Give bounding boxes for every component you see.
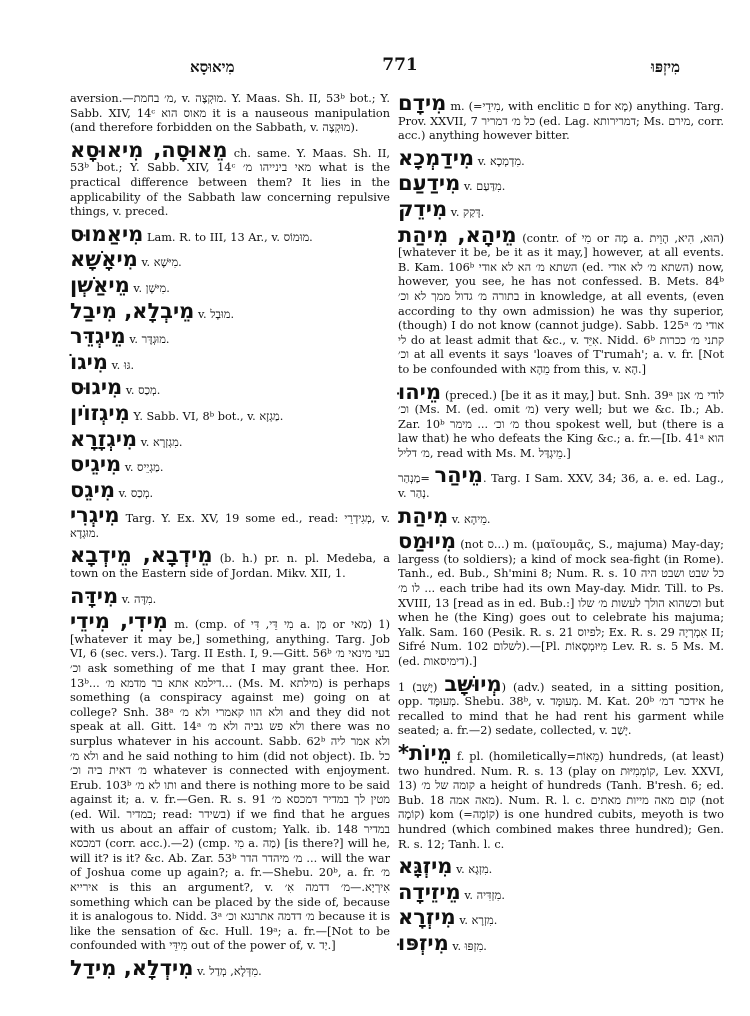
entry-headword: מֵיהוּ	[398, 379, 442, 404]
entry-headword: מִידַמְכָא	[398, 145, 475, 170]
entry-text: v. מִזְרָא.	[459, 914, 498, 928]
dictionary-entry	[70, 479, 390, 502]
dictionary-entry	[398, 147, 724, 170]
dictionary-entry	[70, 544, 390, 581]
dictionary-entry	[398, 172, 724, 195]
entry-headword: מֵיהָא, מִיהַת	[398, 222, 517, 247]
dictionary-entry	[398, 881, 724, 904]
entry-text: v. מְכַס.	[118, 486, 154, 500]
page-number: 771	[382, 55, 418, 75]
entry-text: v. דָּקַק.	[450, 205, 485, 219]
entry-text: v. מוּגְדֶּר.	[129, 333, 170, 347]
dictionary-entry	[70, 585, 390, 608]
entry-headword: מִיאָשָׁא	[70, 247, 138, 272]
page-header	[60, 55, 720, 80]
dictionary-entry	[70, 376, 390, 399]
entry-text: v. מִזְדִּיה.	[464, 888, 505, 902]
entry-headword: מִיגְזוֹין	[70, 400, 130, 425]
entry-text: m. (cmp. of מִי דֵּי, דִּי a. מַן or מַאי) 1) [whatever it may be,] something, anything. Targ. Job VI, 6 (sec. vers.). Targ. II Esth. I, 9.—Gitt. 56ᵇ בעי מינאי מ׳ וכ׳ ask something of me that I may grant thee. Hor. 13ᵇ... דילמא אתא בר מדמא מ׳... (Ms. M. מילתא) is perhaps something (a conspiracy against me) going on at college? Snh. 38ᵃ ולא הוו קאמרי ולא מ׳ and they did not speak at all. Gitt. 14ᵃ ולא פש גביה ולא מ׳ there was no surplus whatever in his account. Sabb. 62ᵇ ולא אמר ליה ולא מ׳ and he said nothing to him (did not object). Ib. כל מ׳ דאית ביה וכ׳ whatever is connected with enjoyment. Erub. 103ᵇ ותו לא מ׳ and there is nothing more to be said against it; a. v. fr.—Gen. R. s. 91 מטין לך במדיר דמכסא מ׳ (ed. Wil. במדיר; read: בשידר) if we find that he argues with us about an affair of custom; Yalk. ib. 148 במדיר דמכסא (corr. acc.).—2) (cmp. מִי a. מַה) [is there?] will he, will it? is it? &c. Ab. Zar. 53ᵇ מ׳ מיהדר הדר ... will the war of Joshua come up again?; a. fr.—Shebu. 20ᵇ, a. fr. מ׳ אירייא is this an argument?, v. אִירְיָא.—מ׳ דדמה אִ׳ something which can be placed by the side of, because it is analogous to. Nidd. 3ᵃ מ׳ דדמה אתרנגא וכ׳ because it is like the sensation of &c. Hull. 19ᵃ; a. fr.—[Not to be confounded with מִידֵּי out of the power of, v. יַד.]	[70, 618, 391, 953]
entry-headword: מִיגוֹ	[70, 349, 108, 374]
entry-text: (preced.) [be it as it may,] but. Snh. 39ᵃ לודי מ׳ אנן וכ׳ (Ms. M. (ed. omit מ׳) very well; but we &c. Ib.; Ab. Zar. 10ᵇ מ׳ וכ׳ ... מימר thou spokest well, but (there is a law that) he who defeats the King &c.; a. fr.—[Ib. 41ᵃ הוא מ׳ דליל, read with Ms. M. מֵיגְדַּל.]	[398, 388, 725, 460]
entry-headword: מִיגוּס	[70, 375, 123, 400]
dictionary-entry	[398, 742, 724, 852]
entry-text: v. מוּבָל.	[197, 307, 235, 321]
entry-headword: מִידִי, מִידֵי	[70, 609, 168, 634]
entry-text: (יָשַׁב) 1) (adv.) seated, in a sitting position, opp. מְעוּמָּד. Shebu. 38ᵇ, v. מְעוּמָּד. M. Kat. 20ᵇ אידכר דמ׳ he recalled to mind that he had rent his garment while seated; a. fr.—2) sedate, collected, v. יָשַׁב.	[398, 680, 725, 738]
entry-text: v. מֵיהָא.	[451, 512, 491, 526]
entry-text: v. מְכַס.	[125, 384, 161, 398]
dictionary-entry	[70, 453, 390, 476]
entry-text: v. מִזְפּוּ.	[452, 939, 487, 953]
entry-text: =מַנְהַר. Targ. I Sam. XXV, 34; 36, a. e. ed. Lag., v. נְהַר.	[398, 472, 725, 501]
dictionary-entry	[70, 274, 390, 297]
entry-headword: מִיזְגָּא	[398, 854, 453, 879]
entry-headword: מִיאַמוּס	[70, 221, 144, 246]
dictionary-entry	[398, 906, 724, 929]
dictionary-entry	[70, 223, 390, 246]
entry-text: v. מִדָּה.	[121, 592, 157, 606]
entry-headword: מֵידְבָא, מֵידְבָא	[70, 543, 213, 568]
entry-headword: מִיגְרִי	[70, 503, 120, 528]
entry-text: v. מַגְיֵיס.	[124, 461, 164, 475]
dictionary-entry	[398, 92, 724, 144]
entry-text: v. מִדְּלָא, מְדַל.	[197, 964, 262, 978]
dictionary-entry	[70, 504, 390, 541]
left-column	[70, 92, 390, 983]
entry-headword: מְיוּשָּׁב	[444, 671, 502, 696]
entry-headword: מֵאוּסָה, מִיאוּסָא	[70, 137, 228, 162]
entry-text: v. מִזְגָא.	[456, 863, 493, 877]
dictionary-entry	[70, 957, 390, 980]
entry-text: ch. same. Y. Maas. Sh. II, 53ᵇ bot.; Y. Sabb. XIV, 14ᶜ מאי בינייהו מ׳ what is the practical difference between them? It lies in the applicability of the Sabbath law concerning repulsive things, v. preced.	[70, 146, 391, 219]
dictionary-entry	[398, 855, 724, 878]
entry-text: (contr. of מִי or מָה a. הוּא, הִיא, הָוֵית) [whatever it be, be it as it may,] however, at all events. B. Kam. 106ᵇ השתא מ׳ הא לא אודי (ed. השתא מ׳ לא אודי) now, however, you see, he has not confessed. B. Mets. 84ᵇ בתורה מ׳ גדול ממך לא וכ׳ in knowledge, at all events, (even according to thy own admission) he was thy superior, (though) I do not know (cannot judge). Sabb. 125ᵃ אודי מ׳ לי do at least admit that &c., v. אִיֵּד. Nidd. 6ᵇ קתני מ׳ ככרות וכ׳ at all events it says 'loaves of T'rumah'; a. v. fr. [Not to be confounded with מֵהָא from this, v. הָא.]	[398, 231, 725, 376]
right-column	[398, 92, 724, 958]
entry-headword: מִידַעַם	[398, 171, 461, 196]
entry-text: v. מִדַּעַם.	[463, 180, 506, 194]
dictionary-entry	[398, 505, 724, 528]
dictionary-entry	[70, 248, 390, 271]
dictionary-entry	[70, 610, 390, 954]
entry-text: (b. h.) pr. n. pl. Medeba, a town on the Eastern side of Jordan. Mikv. XII, 1.	[70, 552, 391, 581]
entry-headword: מֵיגְדֵּר	[70, 324, 126, 349]
entry-headword: מִיהַת	[398, 503, 449, 528]
entry-headword: מֵיבְלָא, מִיבַל	[70, 298, 195, 323]
entry-text: (not ס...) m. (μαϊουμᾶς, S., majuma) May-day; largess (to soldiers); a kind of mock sea-fight (in Rome). Tanh., ed. Bub., Sh'mini 8; Num. R. s. 10 כל שבט ושבט היה לו מ׳ ... each tribe had its own May-day. Midr. Till. to Ps. XVIII, 13 [read as in ed. Bub.:] וכשהוא הולך לעשות מ׳ שלו but when he (the King) goes out to celebrate his majuma; Yalk. Sam. 160 (Pesik. R. s. 21 לפיוס; Ex. R. s. 29 אִמְרְיָה II; Sifré Num. 102 לשלום).—[Pl. מִיּוּמְסָאוֹת Lev. R. s. 5 Ms. M. (ed. דימיסאות).]	[398, 538, 724, 668]
entry-text: f. pl. (homiletically=מֵאוֹת) hundreds, (at least) two hundred. Num. R. s. 13 (play on קוֹמְמִיּוּת, Lev. XXVI, 13) קומה של מ׳ a height of hundreds (Tanh. B'resh. 6; ed. Bub. 18 מאה אמה). Num. R. l. c. קום מאה מייות מאתים (not קוֹמָה) kom (=קוֹמָה) is one hundred cubits, meyoth is two hundred (which combined makes three hundred); Gen. R. s. 12; Tanh. l. c.	[398, 749, 725, 851]
entry-headword: מֵיהַר	[434, 463, 483, 488]
entry-headword: מֵיזֵידָה	[398, 879, 461, 904]
dictionary-entry	[70, 351, 390, 374]
dictionary-entry	[398, 530, 724, 669]
entry-headword: מִיגְזָרָא	[70, 426, 138, 451]
entry-headword: מֵיאַשְׁן	[70, 272, 130, 297]
dictionary-entry	[398, 224, 724, 378]
entry-headword: מִיגֵיס	[70, 452, 122, 477]
dictionary-entry	[70, 300, 390, 323]
entry-text: v. מִדְמְכָא.	[477, 154, 525, 168]
dictionary-entry	[70, 139, 390, 220]
dictionary-entry	[398, 932, 724, 955]
dictionary-entry	[70, 325, 390, 348]
entry-text: v. מִיּשָׁא.	[141, 256, 182, 270]
dictionary-entry	[398, 381, 724, 462]
entry-text: Y. Sabb. VI, 8ᵇ bot., v. מַגְזָא.	[133, 409, 284, 423]
entry-headword: מִיזְפּוּ	[398, 930, 449, 955]
entry-headword: מִיזְרָא	[398, 905, 456, 930]
entry-headword: מִידָּה	[70, 583, 119, 608]
entry-headword: מִידֵק	[398, 196, 448, 221]
entry-text: aversion.—מ׳ בחמת, v. מוּקְצֶה. Y. Maas. Sh. II, 53ᵇ bot.; Y. Sabb. XIV, 14ᶜ מאוס הוא it is a nauseous manipulation (and therefore forbidden on the Sabbath, v. מוּקְצֶה).	[70, 92, 390, 135]
entry-text: Targ. Y. Ex. XV, 19 some ed., read: מְגִידְרֵי, v. מוּגְדָא.	[70, 512, 390, 540]
dictionary-entry	[398, 464, 724, 501]
entry-text: v. מִיּשָׁן.	[133, 281, 170, 295]
dictionary-entry	[398, 198, 724, 221]
running-head-right: מִיזְפּוּ	[650, 58, 680, 76]
running-head-left: מִיאוּסָא	[190, 58, 235, 76]
dictionary-entry	[70, 428, 390, 451]
entry-headword: מִיוּמַס	[398, 529, 457, 554]
entry-text: Lam. R. to III, 13 Ar., v. מוּמוֹס.	[146, 230, 313, 244]
entry-headword: מִיגֵס	[70, 477, 116, 502]
dictionary-entry	[70, 402, 390, 425]
dictionary-entry	[70, 92, 390, 136]
dictionary-entry	[398, 673, 724, 739]
entry-text: m. (=מִידֵי, with enclitic ם for מָא) anything. Targ. Prov. XXVII, 7 כל מ׳ דמריר (ed. Lag. דמרירותא; Ms. מירם, corr. acc.) anything however bitter.	[398, 100, 725, 143]
entry-text: v. מִגְזְרָא.	[140, 435, 183, 449]
entry-text: v. גּוּ.	[111, 358, 135, 372]
entry-headword: מִידָם	[398, 91, 447, 115]
entry-headword: מִידְלָא, מִידַל	[70, 955, 194, 980]
entry-headword: *מֵיוֹת	[398, 740, 452, 765]
